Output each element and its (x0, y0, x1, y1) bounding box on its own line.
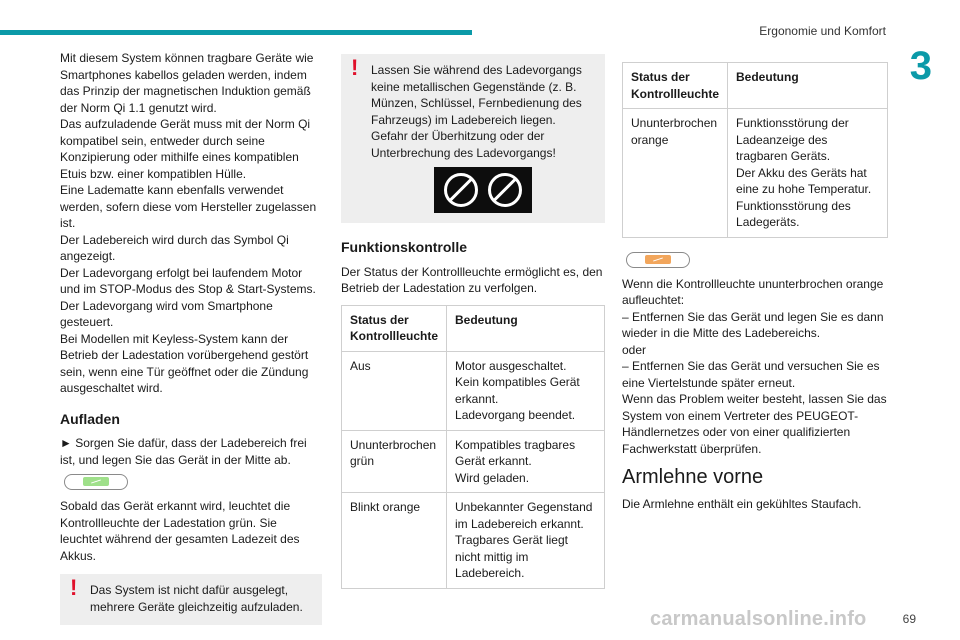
warning-box (341, 54, 605, 223)
status-cell: Blinkt orange (342, 493, 447, 589)
meaning-line: Wird geladen. (455, 470, 530, 485)
table-header: Status der Kontrollleuchte (623, 63, 728, 109)
status-cell: Aus (342, 351, 447, 430)
meaning-cell (728, 109, 888, 238)
table-row (342, 493, 605, 589)
intro-text (60, 50, 322, 397)
status-table (341, 305, 605, 589)
section-text: Die Armlehne enthält ein gekühltes Staufach. (622, 496, 862, 511)
intro-line: Bei Modellen mit Keyless-System kann der Betrieb der Ladestation vorübergehend gestört sein, wenn eine Tür geöffnet oder die Zündung ausgeschaltet wird. (60, 331, 309, 395)
table-header: Bedeutung (728, 63, 888, 109)
table-row (342, 351, 605, 430)
warning-text: Das System ist nicht dafür ausgelegt, mehrere Geräte gleichzeitig aufzuladen. (90, 583, 303, 614)
warning-exclamation-icon: ! (351, 55, 359, 80)
status-cell: Ununterbrochen grün (342, 430, 447, 493)
section-text: Der Status der Kontrollleuchte ermöglicht es, den Betrieb der Ladestation zu verfolgen. (341, 264, 603, 295)
meaning-cell (447, 493, 605, 589)
watermark: carmanualsonline.info (650, 608, 867, 630)
no-keys-icon (444, 173, 478, 207)
table-header-row (342, 305, 605, 351)
meaning-cell (447, 351, 605, 430)
charge-indicator-green-icon (64, 474, 128, 490)
page-number: 69 (902, 612, 916, 626)
meaning-line: Tragbares Gerät liegt nicht mittig im Ladebereich. (455, 533, 568, 580)
warning-exclamation-icon: ! (70, 575, 78, 600)
header-title: Ergonomie und Komfort (759, 24, 886, 38)
warning-box (60, 574, 322, 625)
meaning-line: Ladevorgang beendet. (455, 408, 576, 422)
meaning-line: Kein kompatibles Gerät erkannt. (455, 375, 580, 406)
column-3 (622, 50, 888, 512)
intro-line: Mit diesem System können tragbare Geräte wie Smartphones kabellos geladen werden, indem das Prinzip der magnetischen Induktion gemäß der Norm Qi 1.1 genutzt wird. (60, 51, 314, 115)
heading-aufladen: Aufladen (60, 410, 120, 427)
meaning-line: Funktionsstörung des Ladegeräts. (736, 198, 851, 229)
meaning-line: Unbekannter Gegenstand im Ladebereich erkannt. (455, 500, 593, 531)
table-row (623, 109, 888, 238)
meaning-line: Kompatibles tragbares Gerät erkannt. (455, 437, 576, 468)
instruction-line: Wenn das Problem weiter besteht, lassen Sie das System von einem Vertreter des PEUGEOT-Händlernetzes oder von einer qualifizierten Fachwerkstatt überprüfen. (622, 392, 887, 456)
step-text: ► Sorgen Sie dafür, dass der Ladebereich frei ist, und legen Sie das Gerät in der Mitte ab. (60, 436, 307, 467)
charge-indicator-orange-icon (626, 252, 690, 268)
forbidden-objects-pictogram (434, 167, 532, 213)
no-coins-icon (488, 173, 522, 207)
instruction-line: – Entfernen Sie das Gerät und legen Sie es dann wieder in die Mitte des Ladebereichs. (622, 309, 884, 340)
orange-instructions (622, 276, 888, 458)
heading-armlehne-vorne: Armlehne vorne (622, 466, 764, 488)
intro-line: Der Ladevorgang erfolgt bei laufendem Motor und im STOP-Modus des Stop & Start-Systems. (60, 265, 316, 296)
column-2 (341, 50, 605, 589)
instruction-line: oder (622, 342, 647, 357)
header-accent-bar (0, 30, 472, 35)
after-icon-text: Sobald das Gerät erkannt wird, leuchtet die Kontrollleuchte der Ladestation grün. Sie leuchtet während der gesamten Ladezeit des Akkus. (60, 499, 300, 563)
status-table (622, 62, 888, 238)
meaning-line: Motor ausgeschaltet. (455, 358, 567, 373)
meaning-line: Der Akku des Geräts hat eine zu hohe Temperatur. (736, 165, 872, 196)
meaning-line: Funktionsstörung der Ladeanzeige des tragbaren Geräts. (736, 116, 849, 163)
table-header-row (623, 63, 888, 109)
chapter-number: 3 (909, 44, 932, 88)
table-header: Bedeutung (447, 305, 605, 351)
table-row (342, 430, 605, 493)
meaning-cell (447, 430, 605, 493)
instruction-line: Wenn die Kontrollleuchte ununterbrochen orange aufleuchtet: (622, 276, 884, 307)
status-cell: Ununterbrochen orange (623, 109, 728, 238)
table-header: Status der Kontrollleuchte (342, 305, 447, 351)
warning-text: Lassen Sie während des Ladevorgangs keine metallischen Gegenstände (z. B. Münzen, Schlüssel, Fernbedienung des Fahrzeugs) im Ladebereich liegen. Gefahr der Überhitzung oder der Unterbrechung des Ladevorgangs! (371, 63, 582, 160)
intro-line: Eine Ladematte kann ebenfalls verwendet werden, sofern diese vom Hersteller zugelassen ist. (60, 183, 317, 230)
intro-line: Der Ladebereich wird durch das Symbol Qi angezeigt. (60, 232, 289, 263)
heading-funktionskontrolle: Funktionskontrolle (341, 239, 467, 255)
instruction-line: – Entfernen Sie das Gerät und versuchen Sie es eine Viertelstunde später erneut. (622, 359, 880, 390)
intro-line: Das aufzuladende Gerät muss mit der Norm Qi kompatibel sein, entweder durch seine Konzipierung oder mithilfe eines kompatiblen Etuis bzw. einer kompatiblen Hülle. (60, 117, 311, 181)
intro-line: Der Ladevorgang wird vom Smartphone gesteuert. (60, 298, 273, 329)
column-1 (60, 50, 322, 625)
